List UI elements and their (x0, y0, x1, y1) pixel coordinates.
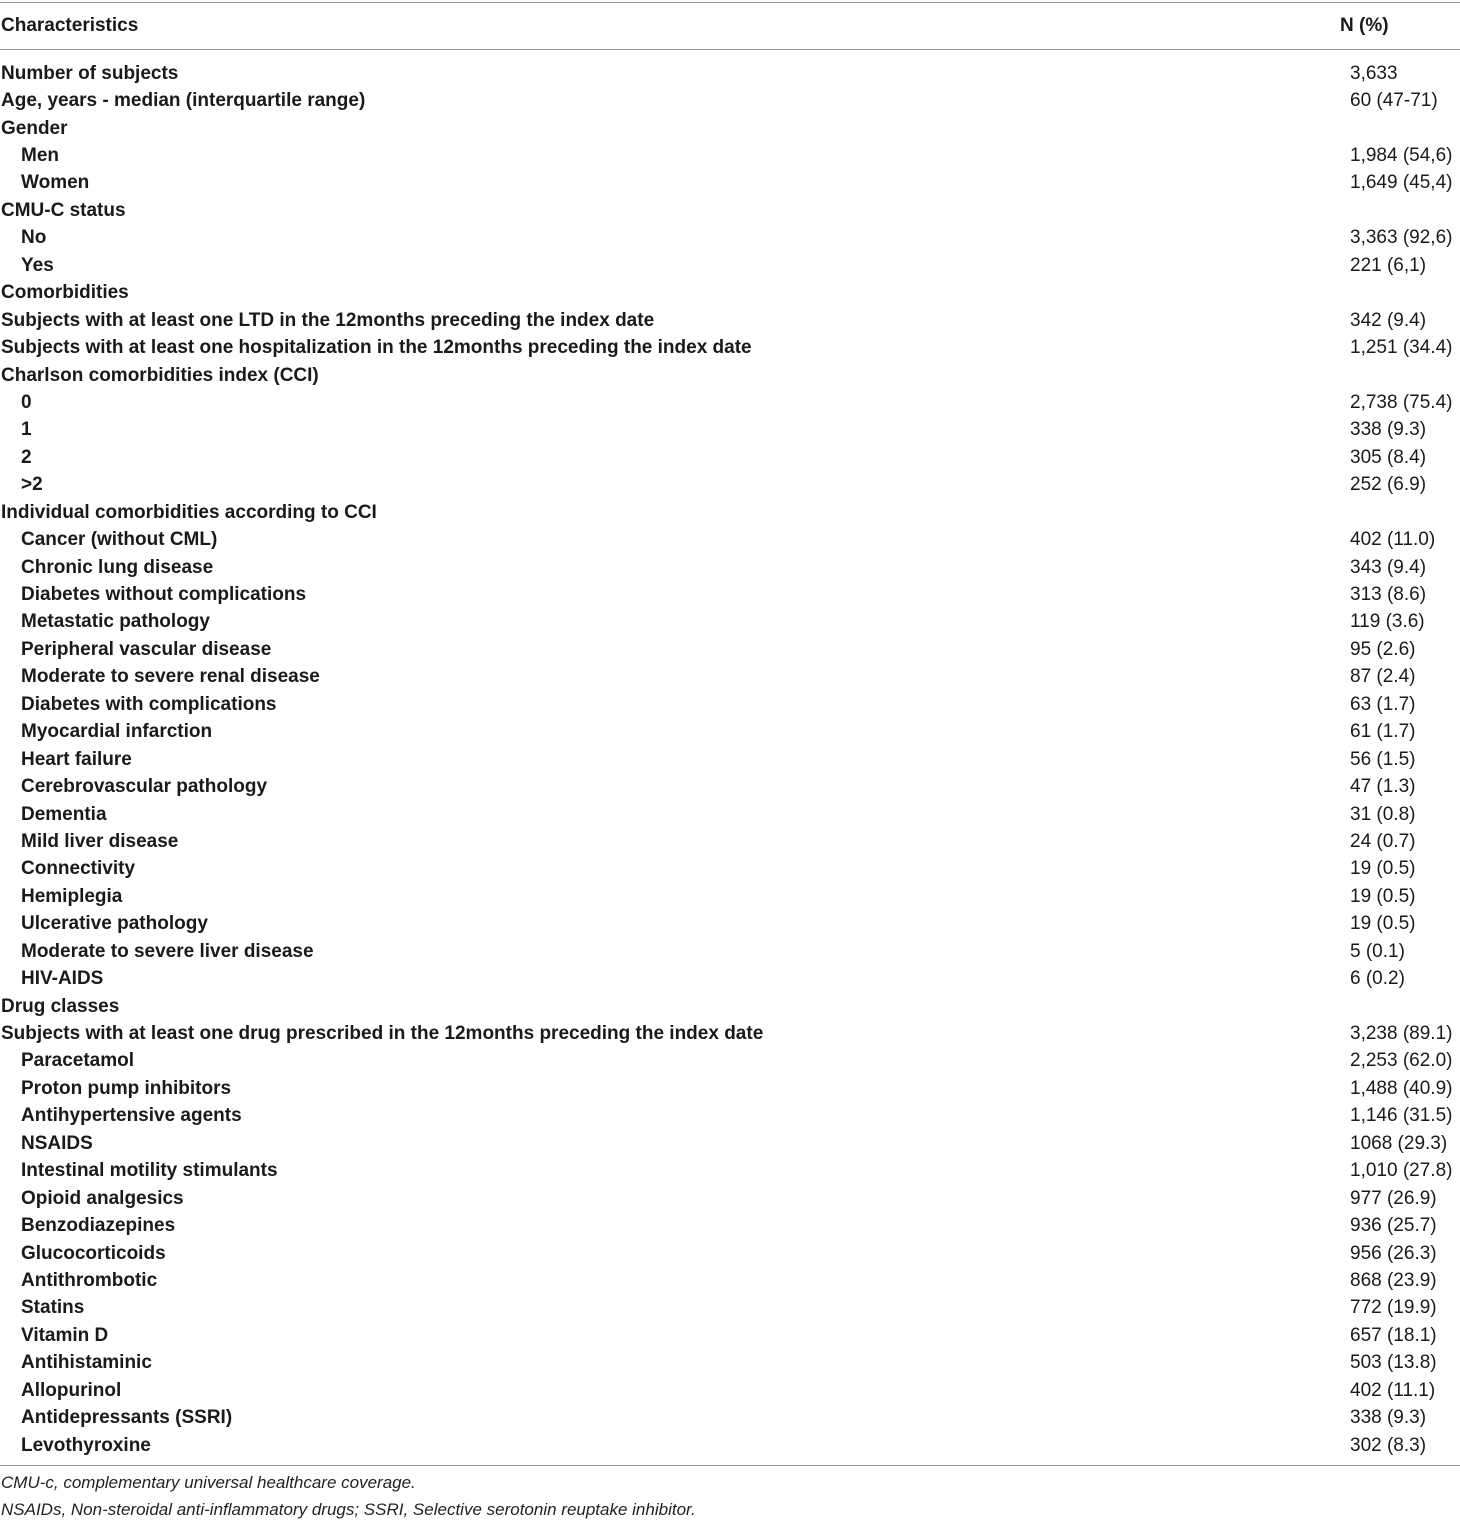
table-row (0, 801, 1460, 828)
row-value: 402 (11.0) (1350, 529, 1436, 551)
row-value: 221 (6,1) (1350, 254, 1427, 276)
row-label: Diabetes with complications (21, 693, 277, 715)
row-value: 87 (2.4) (1350, 666, 1416, 688)
table-row (0, 609, 1460, 636)
row-label: Glucocorticoids (21, 1242, 166, 1264)
row-label: Yes (21, 254, 54, 276)
row-label: Moderate to severe renal disease (21, 666, 320, 688)
row-label: Antithrombotic (21, 1269, 158, 1291)
table-row (0, 1048, 1460, 1075)
table-row (0, 554, 1460, 581)
row-label: Individual comorbidities according to CCI (1, 501, 377, 523)
row-label: Hemiplegia (21, 885, 123, 907)
row-label: Metastatic pathology (21, 611, 210, 633)
row-label: Cancer (without CML) (21, 529, 218, 551)
table-row (0, 1404, 1460, 1431)
table-row (0, 636, 1460, 663)
row-value: 63 (1.7) (1350, 693, 1416, 715)
table-row (0, 1212, 1460, 1239)
row-value: 343 (9.4) (1350, 556, 1427, 578)
row-label: Myocardial infarction (21, 721, 213, 743)
row-value: 119 (3.6) (1350, 611, 1425, 633)
row-value: 936 (25.7) (1350, 1215, 1437, 1237)
row-value: 342 (9.4) (1350, 309, 1427, 331)
row-label: Paracetamol (21, 1050, 135, 1072)
table-row (0, 1432, 1460, 1459)
row-label: Comorbidities (1, 282, 129, 304)
row-value: 252 (6.9) (1350, 474, 1427, 496)
row-value: 1,649 (45,4) (1350, 172, 1453, 194)
row-label: Benzodiazepines (21, 1215, 176, 1237)
row-label: Chronic lung disease (21, 556, 214, 578)
row-value: 1,984 (54,6) (1350, 145, 1453, 167)
table-row (0, 252, 1460, 279)
table-row (0, 883, 1460, 910)
row-label: Mild liver disease (21, 830, 179, 852)
row-label: Heart failure (21, 748, 132, 770)
table-row (0, 1295, 1460, 1322)
row-value: 24 (0.7) (1350, 830, 1416, 852)
row-label: Women (21, 172, 90, 194)
row-value: 338 (9.3) (1350, 1407, 1427, 1429)
table-row (0, 1020, 1460, 1047)
row-label: Subjects with at least one hospitalization in the 12months preceding the index date (1, 337, 752, 359)
row-label: Dementia (21, 803, 107, 825)
row-label: 1 (21, 419, 32, 441)
row-label: >2 (21, 474, 43, 496)
row-label: Statins (21, 1297, 85, 1319)
table-row (0, 828, 1460, 855)
table-row (0, 1158, 1460, 1185)
row-label: Proton pump inhibitors (21, 1077, 232, 1099)
table-row (0, 225, 1460, 252)
table-row (0, 307, 1460, 334)
table-row (0, 1267, 1460, 1294)
row-label: Men (21, 145, 59, 167)
table-row (0, 417, 1460, 444)
row-value: 772 (19.9) (1350, 1297, 1437, 1319)
row-label: Moderate to severe liver disease (21, 940, 314, 962)
table-row (0, 280, 1460, 307)
row-value: 19 (0.5) (1350, 913, 1416, 935)
row-value: 2,738 (75.4) (1350, 391, 1453, 413)
row-label: 2 (21, 446, 32, 468)
row-label: Connectivity (21, 858, 136, 880)
characteristics-table (0, 2, 1460, 1523)
row-value: 61 (1.7) (1350, 721, 1416, 743)
row-value: 1,010 (27.8) (1350, 1160, 1453, 1182)
row-value: 1068 (29.3) (1350, 1132, 1448, 1154)
table-header (0, 3, 1460, 49)
row-label: Subjects with at least one drug prescribed in the 12months preceding the index date (1, 1023, 764, 1045)
row-value: 402 (11.1) (1350, 1379, 1436, 1401)
row-label: Diabetes without complications (21, 584, 307, 606)
row-value: 977 (26.9) (1350, 1187, 1437, 1209)
row-value: 60 (47-71) (1350, 90, 1438, 112)
row-label: Charlson comorbidities index (CCI) (1, 364, 319, 386)
table-row (0, 1322, 1460, 1349)
table-row (0, 197, 1460, 224)
row-label: Ulcerative pathology (21, 913, 208, 935)
row-label: CMU-C status (1, 199, 126, 221)
row-value: 3,633 (1350, 62, 1398, 84)
table-row (0, 856, 1460, 883)
row-label: Age, years - median (interquartile range) (1, 90, 366, 112)
row-value: 2,253 (62.0) (1350, 1050, 1453, 1072)
table-body (0, 50, 1460, 1459)
row-label: Antihistaminic (21, 1352, 152, 1374)
table-row (0, 746, 1460, 773)
table-row (0, 362, 1460, 389)
table-row (0, 719, 1460, 746)
table-row (0, 444, 1460, 471)
row-label: Number of subjects (1, 62, 179, 84)
table-row (0, 60, 1460, 87)
table-row (0, 142, 1460, 169)
footnote: NSAIDs, Non-steroidal anti-inflammatory drugs; SSRI, Selective serotonin reuptake inhibitor. (1, 1500, 696, 1520)
table-row (0, 499, 1460, 526)
row-label: Vitamin D (21, 1324, 109, 1346)
row-value: 313 (8.6) (1350, 584, 1427, 606)
table-row (0, 1377, 1460, 1404)
table-row (0, 581, 1460, 608)
table-row (0, 1185, 1460, 1212)
table-footnotes (0, 1466, 1460, 1523)
row-value: 956 (26.3) (1350, 1242, 1437, 1264)
row-label: Cerebrovascular pathology (21, 776, 268, 798)
row-value: 31 (0.8) (1350, 803, 1416, 825)
row-label: 0 (21, 391, 32, 413)
row-value: 868 (23.9) (1350, 1269, 1437, 1291)
row-value: 305 (8.4) (1350, 446, 1427, 468)
table-row (0, 691, 1460, 718)
row-value: 1,251 (34.4) (1350, 337, 1453, 359)
row-value: 5 (0.1) (1350, 940, 1405, 962)
row-label: Peripheral vascular disease (21, 638, 272, 660)
table-row (0, 993, 1460, 1020)
table-row (0, 1103, 1460, 1130)
row-value: 3,238 (89.1) (1350, 1023, 1453, 1045)
row-label: Drug classes (1, 995, 120, 1017)
table-row (0, 1240, 1460, 1267)
table-row (0, 773, 1460, 800)
row-label: No (21, 227, 47, 249)
row-label: Gender (1, 117, 68, 139)
table-row (0, 664, 1460, 691)
header-n-pct: N (%) (1340, 15, 1389, 36)
table-row (0, 334, 1460, 361)
table-row (0, 1130, 1460, 1157)
row-label: Antidepressants (SSRI) (21, 1407, 233, 1429)
row-value: 19 (0.5) (1350, 858, 1416, 880)
table-row (0, 1075, 1460, 1102)
table-row (0, 87, 1460, 114)
row-value: 503 (13.8) (1350, 1352, 1437, 1374)
header-characteristics: Characteristics (1, 15, 139, 36)
row-value: 6 (0.2) (1350, 968, 1405, 990)
table-row (0, 526, 1460, 553)
row-label: Subjects with at least one LTD in the 12months preceding the index date (1, 309, 655, 331)
row-label: Antihypertensive agents (21, 1105, 242, 1127)
row-label: Intestinal motility stimulants (21, 1160, 278, 1182)
table-row (0, 389, 1460, 416)
table-row (0, 115, 1460, 142)
table-row (0, 472, 1460, 499)
table-row (0, 170, 1460, 197)
row-value: 95 (2.6) (1350, 638, 1416, 660)
table-row (0, 911, 1460, 938)
row-value: 47 (1.3) (1350, 776, 1416, 798)
row-value: 56 (1.5) (1350, 748, 1416, 770)
row-value: 19 (0.5) (1350, 885, 1416, 907)
row-value: 1,488 (40.9) (1350, 1077, 1453, 1099)
row-label: HIV-AIDS (21, 968, 104, 990)
table-row (0, 965, 1460, 992)
table-row (0, 1350, 1460, 1377)
row-value: 338 (9.3) (1350, 419, 1427, 441)
row-value: 302 (8.3) (1350, 1434, 1427, 1456)
footnote: CMU-c, complementary universal healthcare coverage. (1, 1473, 416, 1493)
row-value: 3,363 (92,6) (1350, 227, 1453, 249)
table-row (0, 938, 1460, 965)
row-value: 1,146 (31.5) (1350, 1105, 1453, 1127)
row-label: Levothyroxine (21, 1434, 151, 1456)
row-label: Opioid analgesics (21, 1187, 184, 1209)
row-label: Allopurinol (21, 1379, 122, 1401)
row-value: 657 (18.1) (1350, 1324, 1437, 1346)
row-label: NSAIDS (21, 1132, 93, 1154)
